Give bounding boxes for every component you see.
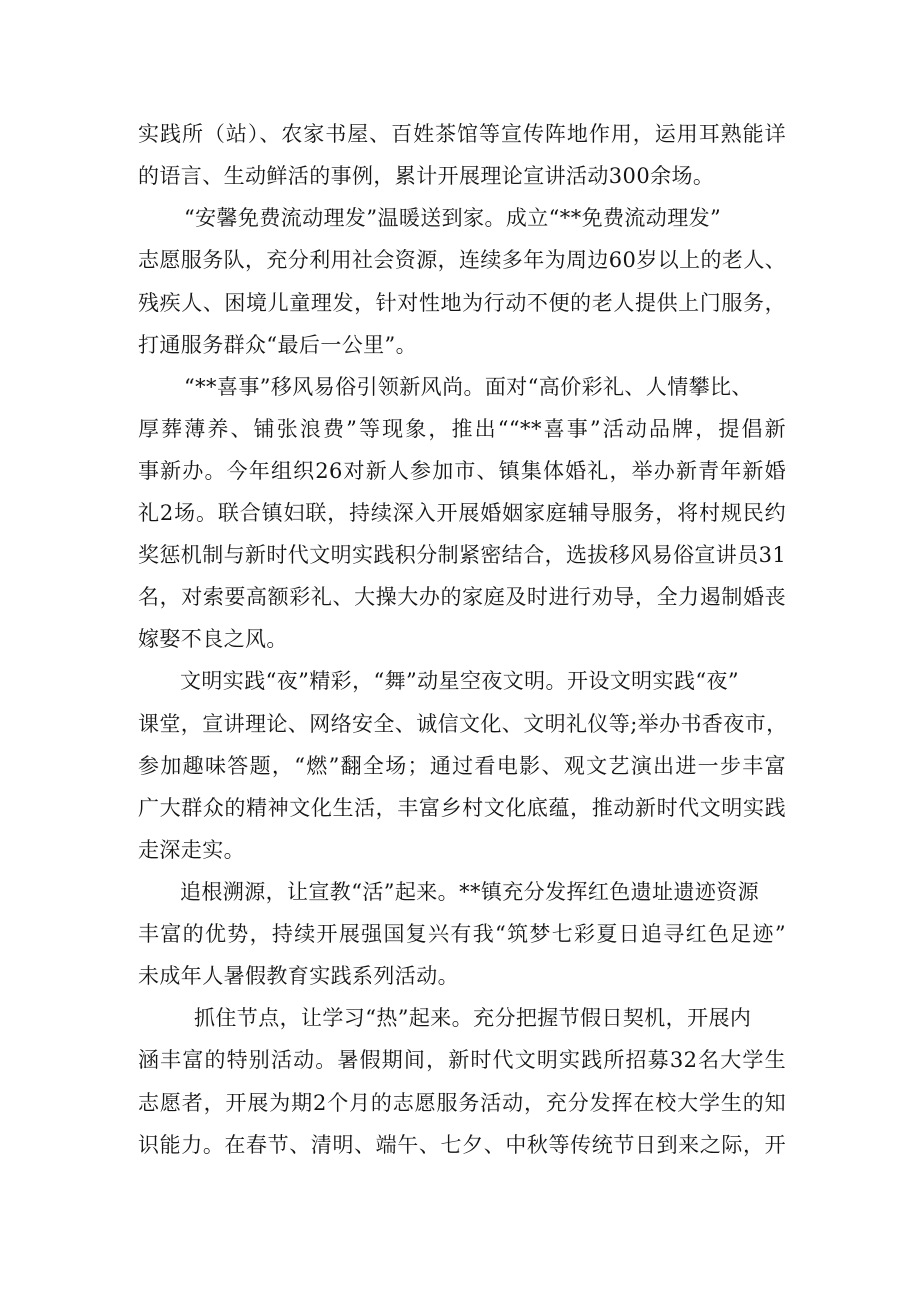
p2-line-2: 志愿服务队，充分利用社会资源，连续多年为周边60岁以上的老人、	[138, 248, 787, 272]
p4-line-3: 参加趣味答题，“燃”翻全场；通过看电影、观文艺演出进一步丰富	[138, 754, 786, 778]
p3-line-6: 名，对索要高额彩礼、大操大办的家庭及时进行劝导，全力遏制婚丧	[138, 585, 786, 609]
p6-line-4: 识能力。在春节、清明、端午、七夕、中秋等传统节日到来之际，开	[138, 1133, 786, 1157]
p3-line-7: 嫁娶不良之风。	[138, 627, 288, 651]
p1-line-1: 实践所（站）、农家书屋、百姓茶馆等宣传阵地作用，运用耳熟能详	[138, 122, 786, 146]
p3-line-3: 事新办。今年组织26对新人参加市、镇集体婚礼，举办新青年新婚	[138, 459, 786, 483]
p2-line-4: 打通服务群众“最后一公里”。	[138, 333, 418, 357]
p3-line-1: “**喜事”移风易俗引领新风尚。面对“高价彩礼、人情攀比、	[184, 375, 753, 399]
p4-line-2: 课堂，宣讲理论、网络安全、诚信文化、文明礼仪等;举办书香夜市，	[138, 712, 788, 736]
p5-line-2: 丰富的优势，持续开展强国复兴有我“筑梦七彩夏日追寻红色足迹”	[138, 922, 786, 946]
p3-line-5: 奖惩机制与新时代文明实践积分制紧密结合，选拔移风易俗宣讲员31	[138, 543, 787, 567]
p3-line-2: 厚葬薄养、铺张浪费”等现象，推出““**喜事”活动品牌，提倡新	[138, 417, 786, 441]
p6-line-2: 涵丰富的特别活动。暑假期间，新时代文明实践所招募32名大学生	[138, 1048, 786, 1072]
p4-line-4: 广大群众的精神文化生活，丰富乡村文化底蕴，推动新时代文明实践	[138, 796, 786, 820]
p1-line-2: 的语言、生动鲜活的事例，累计开展理论宣讲活动300余场。	[138, 164, 715, 188]
p4-line-1: 文明实践“夜”精彩，“舞”动星空夜文明。开设文明实践“夜”	[180, 669, 740, 693]
p5-line-3: 未成年人暑假教育实践系列活动。	[138, 964, 459, 988]
p2-line-1: “安馨免费流动理发”温暖送到家。成立“**免费流动理发”	[184, 206, 722, 230]
p4-line-5: 走深走实。	[138, 838, 245, 862]
p6-line-1: 抓住节点，让学习“热”起来。充分把握节假日契机，开展内	[194, 1006, 752, 1030]
p2-line-3: 残疾人、困境儿童理发，针对性地为行动不便的老人提供上门服务，	[138, 291, 786, 315]
p3-line-4: 礼2场。联合镇妇联，持续深入开展婚姻家庭辅导服务，将村规民约	[138, 501, 786, 525]
p5-line-1: 追根溯源，让宣教“活”起来。**镇充分发挥红色遗址遗迹资源	[180, 880, 760, 904]
p6-line-3: 志愿者，开展为期2个月的志愿服务活动，充分发挥在校大学生的知	[138, 1091, 786, 1115]
